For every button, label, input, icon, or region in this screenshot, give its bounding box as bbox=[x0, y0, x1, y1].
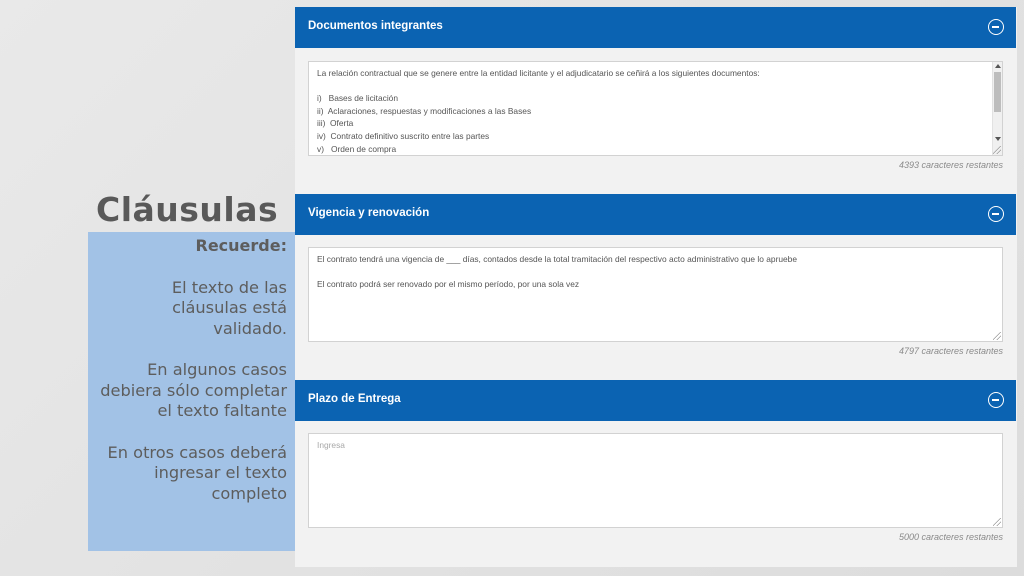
scrollbar-thumb[interactable] bbox=[994, 72, 1001, 112]
section-title: Vigencia y renovación bbox=[308, 207, 430, 219]
textarea-placeholder: Ingresa bbox=[317, 440, 345, 450]
section-title: Documentos integrantes bbox=[308, 20, 443, 32]
section-title: Plazo de Entrega bbox=[308, 393, 401, 405]
minus-circle-icon[interactable] bbox=[988, 19, 1004, 35]
clause-textarea-vigencia[interactable] bbox=[308, 247, 1003, 342]
minus-circle-icon[interactable] bbox=[988, 392, 1004, 408]
clause-textarea-documentos[interactable] bbox=[308, 61, 1003, 156]
reminder-note bbox=[88, 232, 295, 551]
textarea-line: ii) Aclaraciones, respuestas y modificaciones a las Bases bbox=[317, 105, 532, 116]
textarea-line: i) Bases de licitación bbox=[317, 93, 398, 104]
clauses-form-panel bbox=[295, 7, 1017, 567]
char-counter: 4393 caracteres restantes bbox=[898, 160, 1003, 170]
clause-textarea-plazo-entrega[interactable] bbox=[308, 433, 1003, 528]
textarea-line: v) Orden de compra bbox=[317, 143, 397, 154]
scroll-down-arrow-icon[interactable] bbox=[995, 137, 1001, 141]
textarea-line: iii) Oferta bbox=[317, 118, 354, 129]
reminder-paragraph: El texto de las cláusulas está validado. bbox=[171, 277, 287, 338]
section-header-plazo-entrega[interactable] bbox=[295, 380, 1016, 421]
minus-circle-icon[interactable] bbox=[988, 206, 1004, 222]
reminder-heading: Recuerde: bbox=[195, 236, 287, 255]
scroll-up-arrow-icon[interactable] bbox=[995, 64, 1001, 68]
char-counter: 5000 caracteres restantes bbox=[898, 532, 1003, 542]
char-counter: 4797 caracteres restantes bbox=[898, 346, 1003, 356]
reminder-paragraph: En algunos casos debiera sólo completar el texto faltante bbox=[100, 360, 287, 420]
resize-grip-icon[interactable] bbox=[993, 518, 1001, 526]
textarea-line: La relación contractual que se genere entre la entidad licitante y el adjudicatario se ceñirá a los siguientes documentos: bbox=[317, 68, 760, 78]
section-header-documentos[interactable] bbox=[295, 7, 1016, 48]
textarea-line: El contrato podrá ser renovado por el mismo período, por una sola vez bbox=[317, 279, 580, 290]
section-header-vigencia[interactable] bbox=[295, 194, 1016, 235]
resize-grip-icon[interactable] bbox=[993, 146, 1001, 154]
textarea-scrollbar[interactable] bbox=[992, 62, 1002, 155]
resize-grip-icon[interactable] bbox=[993, 332, 1001, 340]
textarea-line bbox=[317, 80, 994, 93]
slide-title: Cláusulas bbox=[96, 190, 279, 229]
textarea-line: El contrato tendrá una vigencia de ___ días, contados desde la total tramitación del respectivo acto administrativo que lo apruebe bbox=[317, 254, 797, 264]
reminder-paragraph: En otros casos deberá ingresar el texto completo bbox=[107, 442, 287, 503]
textarea-line bbox=[317, 266, 994, 279]
textarea-line: iv) Contrato definitivo suscrito entre las partes bbox=[317, 130, 490, 141]
